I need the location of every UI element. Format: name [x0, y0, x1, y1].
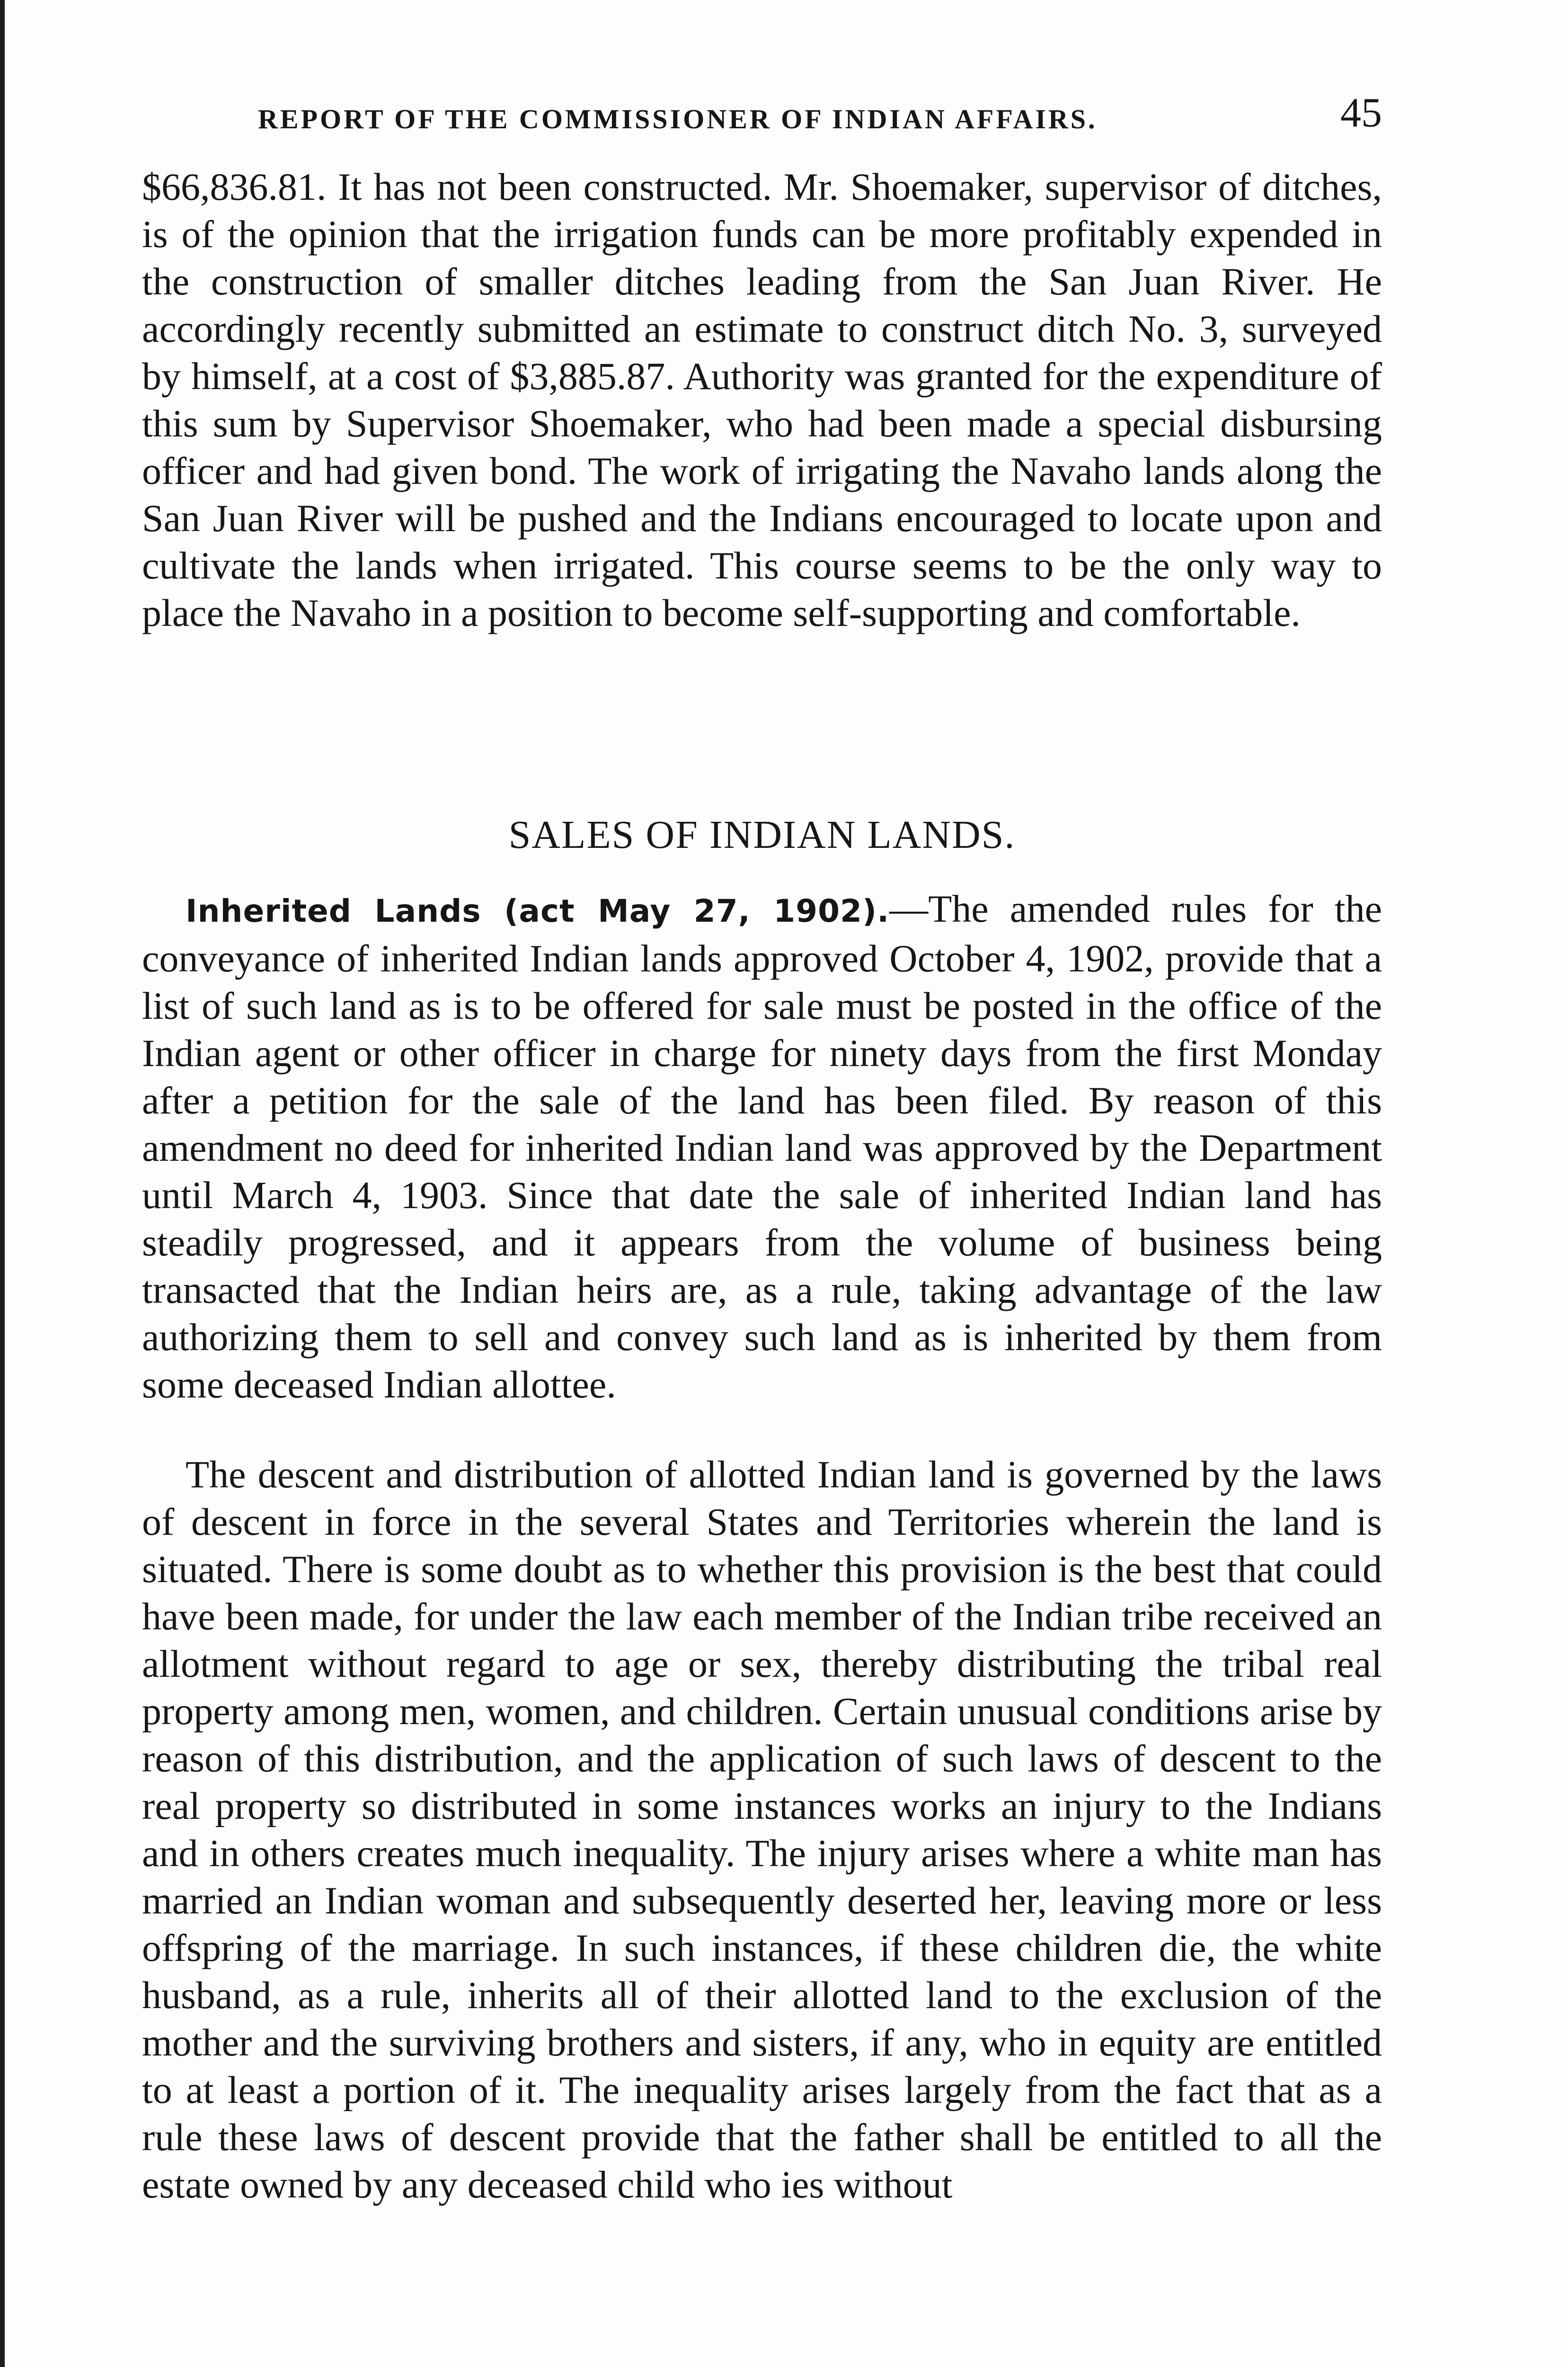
continuation-paragraph-text: $66,836.81. It has not been constructed. Mr. Shoemaker, supervisor of ditches, is of the opinion that the irrigation funds can be more profitably expended in the construction of smaller ditches leading from the San Juan River. He accordingly recently submitted an estimate to construct ditch No. 3, surveyed by himself, at a cost of $3,885.87. Authority was granted for the expenditure of this sum by Supervisor Shoemaker, who had been made a special disbursing officer and had given bond. The work of irrigating the Navaho lands along the San Juan River will be pushed and the Indians encouraged to locate upon and cultivate the lands when irrigated. This course seems to be the only way to place the Navaho in a position to become self-supporting and comfortable. [142, 165, 1382, 634]
inherited-lands-paragraph-text [142, 885, 1382, 1408]
inherited-lands-paragraph [142, 885, 1382, 1408]
descent-paragraph [142, 1451, 1382, 2208]
run-in-heading: Inherited Lands (act May 27, 1902). [186, 893, 890, 929]
running-head: REPORT OF THE COMMISSIONER OF INDIAN AFFAIRS. [258, 104, 1098, 134]
section-heading: SALES OF INDIAN LANDS. [508, 813, 1016, 857]
descent-paragraph-text: The descent and distribution of allotted Indian land is governed by the laws of descent in force in the several States and Territories wherein the land is situated. There is some doubt as to whether this provision is the best that could have been made, for under the law each member of the Indian tribe received an allotment without regard to age or sex, thereby distributing the tribal real property among men, women, and children. Certain unusual conditions arise by reason of this distribution, and the application of such laws of descent to the real property so distributed in some instances works an injury to the Indians and in others creates much inequality. The injury arises where a white man has married an Indian woman and subsequently deserted her, leaving more or less offspring of the marriage. In such instances, if these children die, the white husband, as a rule, inherits all of their allotted land to the exclusion of the mother and the surviving brothers and sisters, if any, who in equity are entitled to at least a portion of it. The inequality arises largely from the fact that as a rule these laws of descent provide that the father shall be entitled to all the estate owned by any deceased child who ies without [142, 1453, 1382, 2206]
inherited-lands-text: —The amended rules for the conveyance of inherited Indian lands approved October 4, 1902, provide that a list of such land as is to be offered for sale must be posted in the office of the Indian agent or other officer in charge for ninety days from the first Monday after a petition for the sale of the land has been filed. By reason of this amendment no deed for inherited Indian land was approved by the Department until March 4, 1903. Since that date the sale of inherited Indian land has steadily progressed, and it appears from the volume of business being transacted that the Indian heirs are, as a rule, taking advantage of the law authorizing them to sell and convey such land as is inherited by them from some deceased Indian allottee. [142, 887, 1382, 1406]
continuation-paragraph [142, 163, 1382, 637]
page-header [142, 89, 1382, 141]
scan-edge [0, 0, 5, 2367]
page-number: 45 [1340, 90, 1382, 136]
